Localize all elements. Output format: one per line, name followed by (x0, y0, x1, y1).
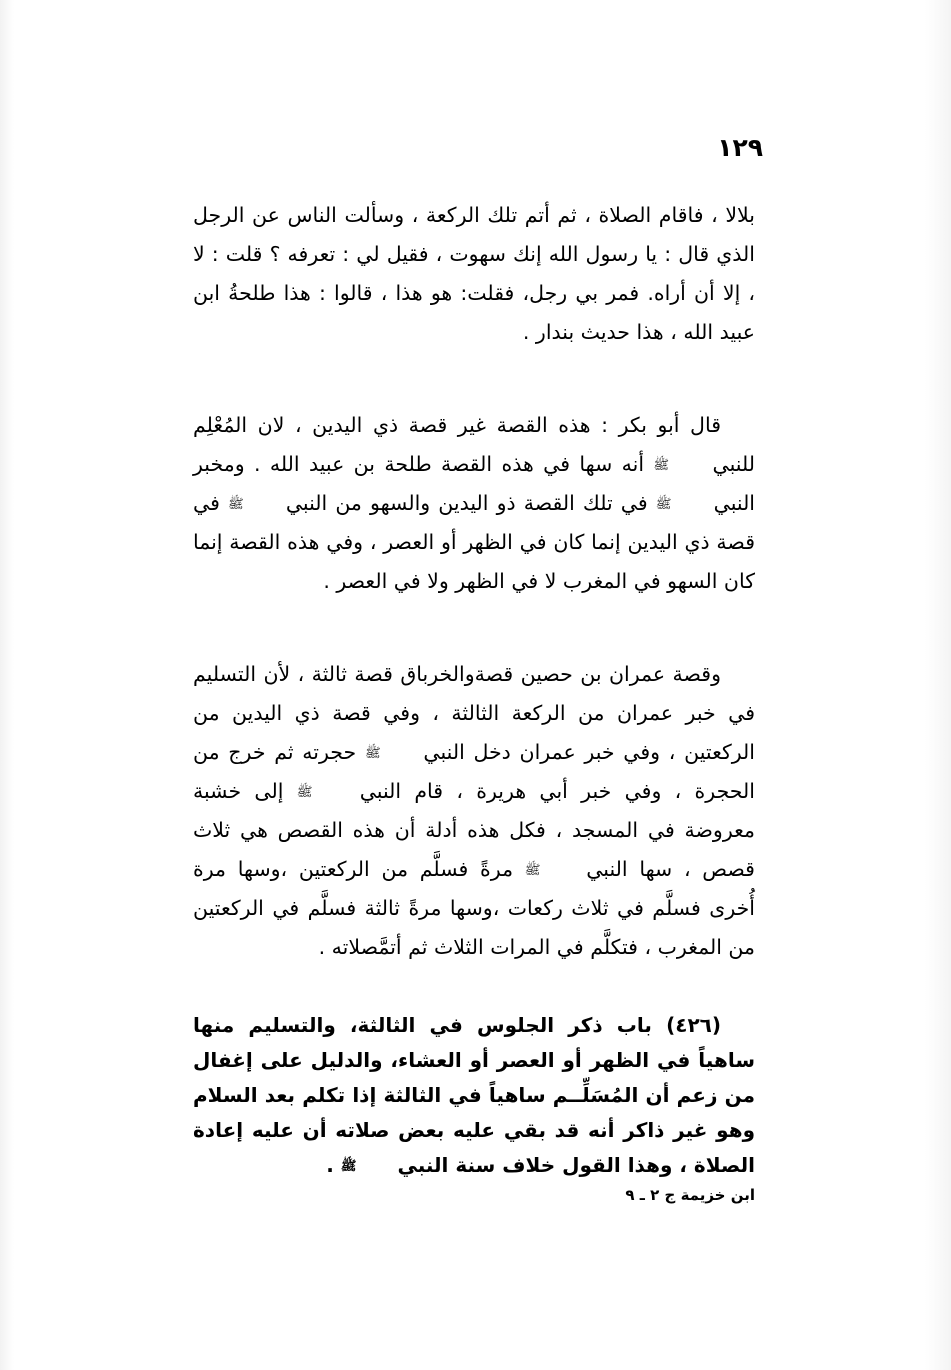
text-block-three (193, 655, 755, 967)
text-block-two (193, 406, 755, 601)
paragraph: قال أبو بكر : هذه القصة غير قصة ذي اليدين ، لان المُعْلِم للنبي ﷺ أنه سها في هذه القصة طلحة بن عبيد الله . ومخبر النبي ﷺ في تلك القصة ذو اليدين والسهو من النبي ﷺ في قصة ذي اليدين إنما كان في الظهر أو العصر ، وفي هذه القصة إنما كان السهو في المغرب لا في الظهر ولا في العصر . (193, 413, 756, 593)
sallallahu-alayhi-wasallam-icon: ﷺ (228, 497, 244, 512)
text-block-four-chapter-heading (193, 1008, 755, 1183)
text-block-one (193, 196, 755, 352)
paragraph: وقصة عمران بن حصين قصةوالخرباق قصة ثالثة ، لأن التسليم في خبر عمران من الركعة الثالثة ، وفي قصة ذي اليدين من الركعتين ، وفي خبر عمران دخل النبي ﷺ حجرته ثم خرج من الحجرة ، وفي خبر أبي هريرة ، قام النبي ﷺ إلى خشبة معروضة في المسجد ، فكل هذه أدلة أن هذه القصص هي ثلاث قصص ، سها النبي ﷺ مرةً فسلَّم من الركعتين ،وسها مرة أُخرى فسلَّم في ثلاث ركعات ،وسها مرةً ثالثة فسلَّم في الركعتين من المغرب ، فتكلَّم في المرات الثلاث ثم أتمَّصلاته . (193, 662, 755, 959)
sallallahu-alayhi-wasallam-icon: ﷺ (524, 863, 541, 878)
chapter-heading-paragraph: (٤٢٦) باب ذكر الجلوس في الثالثة، والتسليم منها ساهياً في الظهر أو العصر أو العشاء، والدليل على إغفال من زعم أن المُسَلِّــم ساهياً في الثالثة إذا تكلم بعد السلام وهو غير ذاكر أنه قد بقي عليه بعض صلاته أن عليه إعادة الصلاة ، وهذا القول خلاف سنة النبي ﷺ . (193, 1013, 755, 1177)
sallallahu-alayhi-wasallam-icon: ﷺ (296, 785, 313, 800)
book-footer (625, 1186, 755, 1204)
sallallahu-alayhi-wasallam-icon: ﷺ (364, 746, 381, 761)
sallallahu-alayhi-wasallam-icon: ﷺ (653, 458, 670, 473)
paragraph: بلالا ، فاقام الصلاة ، ثم أتم تلك الركعة ، وسألت الناس عن الرجل الذي قال : يا رسول الله إنك سهوت ، فقيل لي : تعرفه ؟ قلت : لا ، إلا أن أراه. فمر بي رجل، فقلت: هو هذا ، قالوا : هذا طلحةُ ابن عبيد الله ، هذا حديث بندار . (193, 203, 755, 344)
footer-label: ابن خزيمة ج ٢ ـ ٩ (625, 1186, 755, 1204)
sallallahu-alayhi-wasallam-icon: ﷺ (340, 1159, 357, 1174)
sallallahu-alayhi-wasallam-icon: ﷺ (655, 497, 672, 512)
page-number: ١٢٩ (717, 133, 763, 162)
